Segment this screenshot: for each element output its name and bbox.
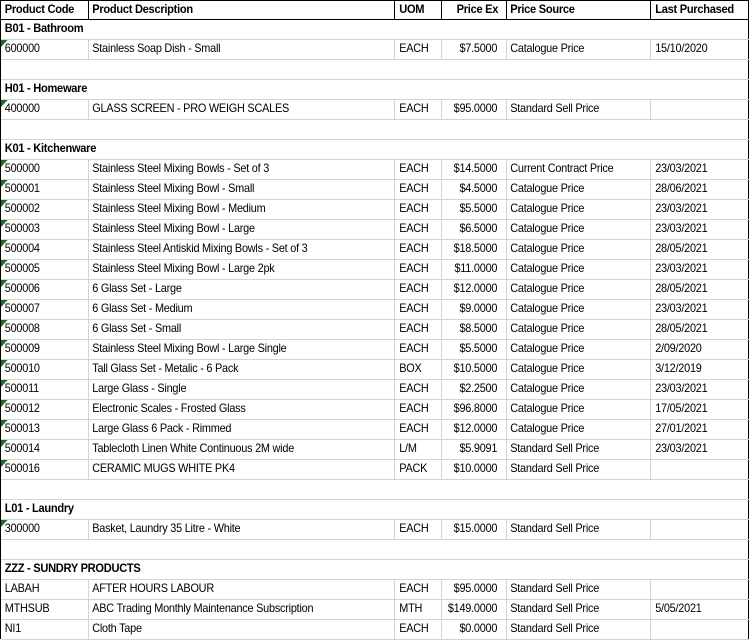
table-row[interactable] [1,419,749,439]
cell-code[interactable]: 500011 [1,379,83,399]
cell-code[interactable]: 500006 [1,279,83,299]
cell-src[interactable]: Catalogue Price [506,39,642,59]
cell-price[interactable]: $2.2500 [442,379,502,399]
cell-uom[interactable]: MTH [395,599,439,619]
cell-uom[interactable]: EACH [395,239,439,259]
cell-uom[interactable]: EACH [395,299,439,319]
cell-desc[interactable]: Tablecloth Linen White Continuous 2M wide [88,439,376,459]
table-row[interactable] [1,259,749,279]
cell-last[interactable]: 23/03/2021 [651,299,744,319]
cell-uom[interactable]: EACH [395,259,439,279]
column-header-price-source[interactable]: Price Source [506,1,642,19]
group-header-row [1,559,749,579]
cell-code[interactable]: LABAH [1,579,83,599]
cell-src[interactable]: Catalogue Price [506,279,642,299]
cell-price[interactable]: $149.0000 [442,599,502,619]
cell-code[interactable]: 400000 [1,99,83,119]
table-row[interactable] [1,339,749,359]
cell-src[interactable]: Standard Sell Price [506,619,642,639]
group-header-label: L01 - Laundry [1,499,705,519]
cell-uom[interactable]: EACH [395,219,439,239]
spacer-row [1,539,749,559]
table-row[interactable] [1,239,749,259]
cell-price[interactable]: $18.5000 [442,239,502,259]
cell-code[interactable]: 500005 [1,259,83,279]
cell-uom[interactable]: EACH [395,99,439,119]
cell-desc[interactable]: Cloth Tape [88,619,376,639]
cell-desc[interactable]: AFTER HOURS LABOUR [88,579,376,599]
cell-last[interactable]: 23/03/2021 [651,259,744,279]
cell-code[interactable]: 500014 [1,439,83,459]
cell-price[interactable]: $12.0000 [442,419,502,439]
cell-last[interactable]: 17/05/2021 [651,399,744,419]
cell-code[interactable]: 500004 [1,239,83,259]
cell-src[interactable]: Catalogue Price [506,319,642,339]
cell-price[interactable]: $14.5000 [442,159,502,179]
cell-last[interactable]: 28/05/2021 [651,319,744,339]
cell-code[interactable]: 500012 [1,399,83,419]
cell-src[interactable]: Current Contract Price [506,159,642,179]
cell-code[interactable]: 300000 [1,519,83,539]
table-row[interactable] [1,579,749,599]
cell-price[interactable]: $7.5000 [442,39,502,59]
cell-code[interactable]: 500010 [1,359,83,379]
cell-code[interactable]: MTHSUB [1,599,83,619]
cell-src[interactable]: Catalogue Price [506,239,642,259]
cell-uom[interactable]: EACH [395,519,439,539]
cell-last[interactable]: 28/05/2021 [651,279,744,299]
cell-desc[interactable]: Stainless Steel Mixing Bowls - Set of 3 [88,159,376,179]
cell-uom[interactable]: PACK [395,459,439,479]
cell-desc[interactable]: ABC Trading Monthly Maintenance Subscription [88,599,376,619]
spacer-cell [1,479,705,499]
table-row[interactable] [1,279,749,299]
column-header-product-code[interactable]: Product Code [1,1,83,19]
cell-last[interactable]: 15/10/2020 [651,39,744,59]
table-row[interactable] [1,519,749,539]
table-row[interactable] [1,399,749,419]
cell-desc[interactable]: 6 Glass Set - Large [88,279,376,299]
cell-desc[interactable]: Stainless Steel Mixing Bowl - Large Single [88,339,376,359]
cell-src[interactable]: Catalogue Price [506,219,642,239]
cell-code[interactable]: 500002 [1,199,83,219]
cell-price[interactable]: $8.5000 [442,319,502,339]
spacer-row [1,119,749,139]
cell-last[interactable]: 3/12/2019 [651,359,744,379]
cell-last[interactable] [651,459,744,479]
table-row[interactable] [1,379,749,399]
cell-desc[interactable]: Stainless Steel Mixing Bowl - Large [88,219,376,239]
cell-last[interactable] [651,99,744,119]
cell-desc[interactable]: Stainless Steel Mixing Bowl - Large 2pk [88,259,376,279]
cell-desc[interactable]: 6 Glass Set - Small [88,319,376,339]
cell-last[interactable] [651,519,744,539]
cell-src[interactable]: Catalogue Price [506,179,642,199]
cell-uom[interactable]: EACH [395,579,439,599]
cell-last[interactable]: 23/03/2021 [651,199,744,219]
cell-uom[interactable]: EACH [395,339,439,359]
cell-price[interactable]: $0.0000 [442,619,502,639]
column-header-product-description[interactable]: Product Description [88,1,376,19]
group-header-row [1,79,749,99]
cell-code[interactable]: 500016 [1,459,83,479]
table-row[interactable] [1,619,749,639]
cell-code[interactable]: 500013 [1,419,83,439]
cell-code[interactable]: 600000 [1,39,83,59]
cell-price[interactable]: $12.0000 [442,279,502,299]
cell-last[interactable] [651,579,744,599]
group-header-label: H01 - Homeware [1,79,705,99]
cell-src[interactable]: Catalogue Price [506,419,642,439]
cell-src[interactable]: Catalogue Price [506,339,642,359]
table-row[interactable] [1,159,749,179]
cell-price[interactable]: $9.0000 [442,299,502,319]
cell-uom[interactable]: EACH [395,39,439,59]
table-row[interactable] [1,439,749,459]
column-header-uom[interactable]: UOM [395,1,439,19]
cell-last[interactable]: 2/09/2020 [651,339,744,359]
group-header-label: B01 - Bathroom [1,19,705,39]
cell-price[interactable]: $4.5000 [442,179,502,199]
cell-uom[interactable]: EACH [395,319,439,339]
cell-last[interactable]: 28/06/2021 [651,179,744,199]
table-row[interactable] [1,199,749,219]
group-header-label: K01 - Kitchenware [1,139,705,159]
cell-src[interactable]: Catalogue Price [506,399,642,419]
cell-last[interactable]: 23/03/2021 [651,379,744,399]
cell-uom[interactable]: L/M [395,439,439,459]
table-row[interactable] [1,219,749,239]
cell-price[interactable]: $5.5000 [442,339,502,359]
column-header-last-purchased[interactable]: Last Purchased [651,1,744,19]
cell-last[interactable] [651,619,744,639]
cell-code[interactable]: 500001 [1,179,83,199]
cell-code[interactable]: 500009 [1,339,83,359]
cell-uom[interactable]: EACH [395,379,439,399]
cell-uom[interactable]: EACH [395,419,439,439]
product-price-table [1,1,749,640]
cell-desc[interactable]: Basket, Laundry 35 Litre - White [88,519,376,539]
table-row[interactable] [1,599,749,619]
spacer-row [1,59,749,79]
cell-uom[interactable]: EACH [395,199,439,219]
table-row[interactable] [1,459,749,479]
cell-desc[interactable]: Large Glass 6 Pack - Rimmed [88,419,376,439]
cell-price[interactable]: $5.9091 [442,439,502,459]
spacer-cell [1,539,705,559]
cell-desc[interactable]: Stainless Steel Mixing Bowl - Medium [88,199,376,219]
cell-code[interactable]: 500000 [1,159,83,179]
spacer-row [1,479,749,499]
cell-desc[interactable]: Electronic Scales - Frosted Glass [88,399,376,419]
cell-src[interactable]: Catalogue Price [506,259,642,279]
cell-uom[interactable]: EACH [395,619,439,639]
cell-desc[interactable]: Tall Glass Set - Metalic - 6 Pack [88,359,376,379]
cell-code[interactable]: 500008 [1,319,83,339]
cell-src[interactable]: Standard Sell Price [506,579,642,599]
group-header-label: ZZZ - SUNDRY PRODUCTS [1,559,705,579]
cell-desc[interactable]: Stainless Steel Mixing Bowl - Small [88,179,376,199]
header-row [1,1,749,19]
cell-price[interactable]: $95.0000 [442,99,502,119]
column-header-price-ex[interactable]: Price Ex [442,1,502,19]
cell-src[interactable]: Catalogue Price [506,359,642,379]
cell-price[interactable]: $10.5000 [442,359,502,379]
cell-code[interactable]: NI1 [1,619,83,639]
cell-price[interactable]: $11.0000 [442,259,502,279]
cell-src[interactable]: Standard Sell Price [506,459,642,479]
table-row[interactable] [1,319,749,339]
spacer-cell [1,59,705,79]
table-row[interactable] [1,359,749,379]
cell-price[interactable]: $6.5000 [442,219,502,239]
cell-last[interactable]: 27/01/2021 [651,419,744,439]
cell-code[interactable]: 500007 [1,299,83,319]
table-row[interactable] [1,99,749,119]
cell-uom[interactable]: EACH [395,179,439,199]
cell-price[interactable]: $5.5000 [442,199,502,219]
cell-last[interactable]: 23/03/2021 [651,159,744,179]
table-row[interactable] [1,179,749,199]
cell-last[interactable]: 28/05/2021 [651,239,744,259]
cell-src[interactable]: Catalogue Price [506,379,642,399]
cell-uom[interactable]: EACH [395,159,439,179]
table-row[interactable] [1,299,749,319]
cell-src[interactable]: Standard Sell Price [506,519,642,539]
cell-src[interactable]: Standard Sell Price [506,99,642,119]
cell-desc[interactable]: CERAMIC MUGS WHITE PK4 [88,459,376,479]
cell-src[interactable]: Standard Sell Price [506,439,642,459]
cell-last[interactable]: 23/03/2021 [651,439,744,459]
cell-price[interactable]: $10.0000 [442,459,502,479]
cell-uom[interactable]: EACH [395,399,439,419]
cell-price[interactable]: $96.8000 [442,399,502,419]
cell-desc[interactable]: 6 Glass Set - Medium [88,299,376,319]
spacer-cell [1,119,705,139]
cell-last[interactable]: 5/05/2021 [651,599,744,619]
cell-price[interactable]: $15.0000 [442,519,502,539]
group-header-row [1,19,749,39]
cell-code[interactable]: 500003 [1,219,83,239]
cell-desc[interactable]: GLASS SCREEN - PRO WEIGH SCALES [88,99,376,119]
cell-uom[interactable]: EACH [395,279,439,299]
table-header [1,1,749,19]
table-body [1,19,749,639]
cell-price[interactable]: $95.0000 [442,579,502,599]
cell-src[interactable]: Standard Sell Price [506,599,642,619]
cell-desc[interactable]: Stainless Soap Dish - Small [88,39,376,59]
cell-desc[interactable]: Large Glass - Single [88,379,376,399]
group-header-row [1,139,749,159]
group-header-row [1,499,749,519]
cell-src[interactable]: Catalogue Price [506,299,642,319]
cell-last[interactable]: 23/03/2021 [651,219,744,239]
cell-uom[interactable]: BOX [395,359,439,379]
cell-src[interactable]: Catalogue Price [506,199,642,219]
table-row[interactable] [1,39,749,59]
cell-desc[interactable]: Stainless Steel Antiskid Mixing Bowls - Set of 3 [88,239,376,259]
